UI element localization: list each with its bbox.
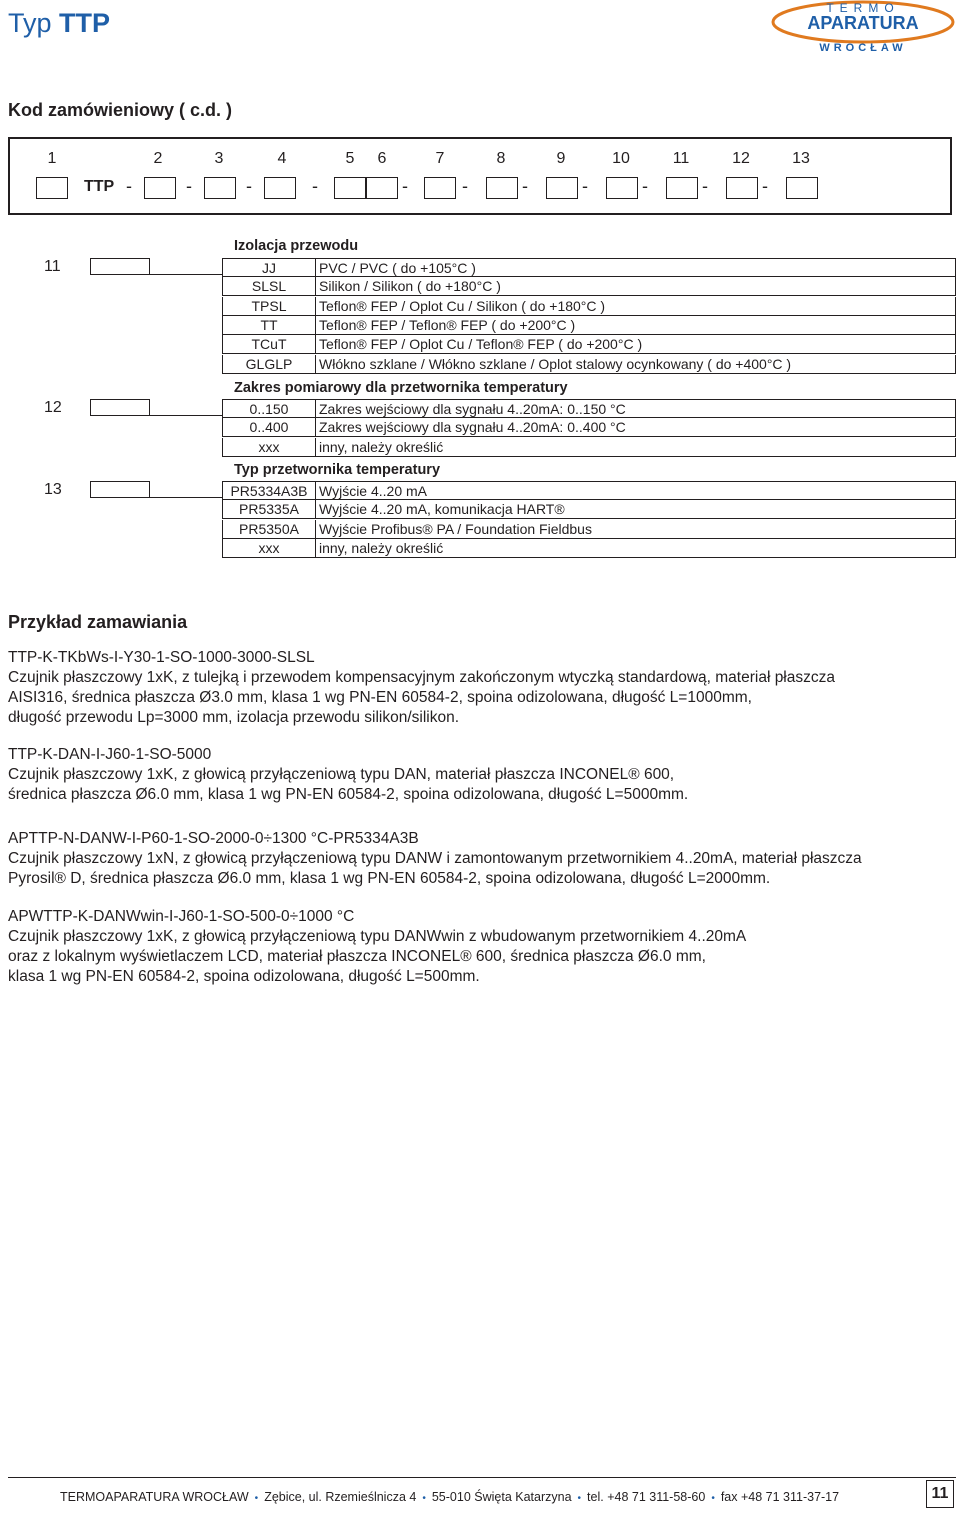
column-divider	[315, 259, 316, 276]
bullet-icon: •	[711, 1493, 715, 1504]
option-description: PVC / PVC ( do +105°C )	[319, 260, 476, 276]
option-description: Wyjście 4..20 mA	[319, 483, 428, 499]
position-number: 4	[277, 150, 287, 167]
option-description: Wyjście 4..20 mA, komunikacja HART®	[319, 501, 565, 518]
example-description-line: AISI316, średnica płaszcza Ø3.0 mm, klasa 1 wg PN-EN 60584-2, spoina odizolowana, długość L=1000mm,	[8, 689, 752, 706]
example-block	[8, 829, 958, 889]
code-field-box[interactable]	[786, 177, 818, 199]
column-divider	[315, 482, 316, 499]
order-code-title: Kod zamówieniowy ( c.d. )	[8, 100, 233, 120]
option-code: TCuT	[251, 336, 287, 353]
position-number: 7	[435, 150, 445, 167]
example-description-line: oraz z lokalnym wyświetlaczem LCD, materiał płaszcza INCONEL® 600, średnica płaszcza Ø6.0 mm,	[8, 948, 706, 965]
footer-company: TERMOAPARATURA WROCŁAW	[60, 1490, 249, 1504]
column-divider	[315, 277, 316, 295]
svg-text:TERMO: TERMO	[826, 1, 900, 15]
footer	[8, 1477, 956, 1508]
example-description-line: Czujnik płaszczowy 1xN, z głowicą przyłączeniową typu DANW i zamontowanym przetwornikiem 4..20mA, materiał płaszcza	[8, 850, 862, 867]
example-block	[8, 745, 958, 805]
example-description-line: Czujnik płaszczowy 1xK, z tulejką i przewodem kompensacyjnym zakończonym wtyczką standardową, materiał płaszcza	[8, 669, 835, 686]
svg-text:WROCŁAW: WROCŁAW	[819, 42, 907, 54]
position-number: 2	[153, 150, 163, 167]
connector-line	[150, 415, 222, 416]
position-number: 5	[345, 150, 355, 167]
dash-separator: -	[762, 176, 768, 196]
code-field-box[interactable]	[36, 177, 68, 199]
option-row	[222, 481, 956, 500]
position-number: 9	[556, 150, 566, 167]
option-row	[222, 539, 956, 558]
example-code: APWTTP-K-DANWwin-I-J60-1-SO-500-0÷1000 °C	[8, 908, 355, 925]
column-divider	[315, 355, 316, 373]
bullet-icon: •	[254, 1493, 259, 1504]
code-field-box[interactable]	[726, 177, 758, 199]
position-number: 10	[612, 150, 630, 167]
group-title: Typ przetwornika temperatury	[234, 462, 441, 478]
option-code: JJ	[262, 260, 276, 276]
code-field-box[interactable]	[546, 177, 578, 199]
column-divider	[315, 438, 316, 456]
code-field-box[interactable]	[366, 177, 398, 199]
code-field-box[interactable]	[666, 177, 698, 199]
dash-separator: -	[312, 176, 318, 196]
code-field-box[interactable]	[144, 177, 176, 199]
bullet-icon: •	[577, 1493, 582, 1504]
footer-address: Zębice, ul. Rzemieślnicza 4	[264, 1490, 417, 1504]
example-description-line: Czujnik płaszczowy 1xK, z głowicą przyłączeniową typu DAN, materiał płaszcza INCONEL® 600,	[8, 766, 675, 783]
option-row	[222, 418, 956, 437]
dash-separator: -	[402, 176, 408, 196]
examples-title: Przykład zamawiania	[8, 612, 188, 632]
column-divider	[315, 316, 316, 334]
connector-line	[150, 274, 222, 275]
dash-separator: -	[702, 176, 708, 196]
code-field-box[interactable]	[204, 177, 236, 199]
option-description: Zakres wejściowy dla sygnału 4..20mA: 0..150 °C	[319, 401, 626, 417]
order-code-box	[8, 137, 952, 215]
option-code: xxx	[258, 539, 280, 556]
option-code: 0..150	[249, 401, 289, 417]
dash-separator: -	[246, 176, 252, 196]
group-code-box[interactable]	[90, 258, 150, 275]
option-description: Wyjście Profibus® PA / Foundation Fieldbus	[319, 520, 592, 537]
code-field-box[interactable]	[334, 177, 366, 199]
column-divider	[315, 335, 316, 353]
footer-tel: tel. +48 71 311-58-60	[587, 1490, 706, 1504]
option-code: PR5350A	[239, 520, 299, 537]
example-code: TTP-K-TKbWs-I-Y30-1-SO-1000-3000-SLSL	[8, 649, 315, 666]
option-row	[222, 277, 956, 296]
example-description-line: długość przewodu Lp=3000 mm, izolacja przewodu silikon/silikon.	[8, 709, 460, 726]
connector-line	[150, 497, 222, 498]
footer-contact	[60, 1490, 839, 1504]
position-number: 13	[792, 150, 810, 167]
page-number: 11	[926, 1480, 954, 1508]
option-code: PR5335A	[239, 501, 299, 518]
footer-fax: fax +48 71 311-37-17	[720, 1490, 840, 1504]
group-code-box[interactable]	[90, 481, 150, 498]
dash-separator: -	[462, 176, 468, 196]
group-title: Zakres pomiarowy dla przetwornika temperatury	[234, 380, 568, 396]
position-number: 11	[672, 150, 690, 167]
option-description: inny, należy określić	[319, 539, 444, 556]
option-row	[222, 316, 956, 335]
column-divider	[315, 500, 316, 518]
column-divider	[315, 418, 316, 436]
group-number: 12	[44, 399, 62, 416]
option-row	[222, 399, 956, 418]
option-code: GLGLP	[245, 355, 293, 372]
group-title: Izolacja przewodu	[234, 238, 359, 254]
example-description-line: klasa 1 wg PN-EN 60584-2, spoina odizolowana, długość L=500mm.	[8, 968, 480, 985]
option-code: TPSL	[251, 297, 287, 314]
group-number: 13	[44, 481, 62, 498]
position-number: 8	[496, 150, 506, 167]
example-description-line: średnica płaszcza Ø6.0 mm, klasa 1 wg PN-EN 60584-2, spoina odizolowana, długość L=5000mm.	[8, 786, 689, 803]
option-description: inny, należy określić	[319, 438, 444, 455]
example-description-line: Pyrosil® D, średnica płaszcza Ø6.0 mm, klasa 1 wg PN-EN 60584-2, spoina odizolowana, długość L=2000mm.	[8, 870, 771, 887]
position-number: 12	[732, 150, 750, 167]
dash-separator: -	[126, 176, 132, 196]
dash-separator: -	[522, 176, 528, 196]
option-row	[222, 335, 956, 354]
example-description-line: Czujnik płaszczowy 1xK, z głowicą przyłączeniową typu DANWwin z wbudowanym przetwornikiem 4..20mA	[8, 928, 747, 945]
example-block	[8, 648, 958, 728]
page-title: Typ TTP	[8, 8, 111, 38]
option-code: SLSL	[251, 278, 287, 295]
option-code: 0..400	[249, 419, 289, 436]
option-row	[222, 520, 956, 539]
option-description: Teflon® FEP / Oplot Cu / Silikon ( do +180°C )	[319, 297, 606, 314]
option-row	[222, 438, 956, 457]
column-divider	[315, 400, 316, 417]
option-code: PR5334A3B	[230, 483, 308, 499]
option-row	[222, 355, 956, 374]
code-prefix: TTP	[84, 178, 115, 195]
example-code: TTP-K-DAN-I-J60-1-SO-5000	[8, 746, 212, 763]
option-description: Włókno szklane / Włókno szklane / Oplot stalowy ocynkowany ( do +400°C )	[319, 355, 792, 372]
example-block	[8, 907, 958, 987]
example-code: APTTP-N-DANW-I-P60-1-SO-2000-0÷1300 °C-PR5334A3B	[8, 830, 419, 847]
termoaparatura-logo	[770, 0, 956, 56]
group-number: 11	[44, 258, 61, 275]
position-number: 6	[377, 150, 387, 167]
dash-separator: -	[582, 176, 588, 196]
group-code-box[interactable]	[90, 399, 150, 416]
position-number: 1	[47, 150, 57, 167]
column-divider	[315, 539, 316, 557]
option-description: Silikon / Silikon ( do +180°C )	[319, 278, 501, 295]
code-field-box[interactable]	[486, 177, 518, 199]
svg-text:APARATURA: APARATURA	[807, 13, 919, 33]
option-description: Teflon® FEP / Teflon® FEP ( do +200°C )	[319, 316, 576, 333]
dash-separator: -	[642, 176, 648, 196]
option-row	[222, 297, 956, 316]
column-divider	[315, 297, 316, 315]
code-field-box[interactable]	[424, 177, 456, 199]
bullet-icon: •	[422, 1493, 426, 1504]
code-field-box[interactable]	[264, 177, 296, 199]
option-description: Teflon® FEP / Oplot Cu / Teflon® FEP ( do +200°C )	[319, 336, 643, 353]
footer-city: 55-010 Święta Katarzyna	[431, 1490, 572, 1504]
position-number: 3	[214, 150, 224, 167]
option-description: Zakres wejściowy dla sygnału 4..20mA: 0..400 °C	[319, 419, 626, 436]
option-code: TT	[260, 316, 278, 333]
option-row	[222, 258, 956, 277]
option-code: xxx	[258, 438, 280, 455]
dash-separator: -	[186, 176, 192, 196]
column-divider	[315, 520, 316, 538]
code-field-box[interactable]	[606, 177, 638, 199]
option-row	[222, 500, 956, 519]
